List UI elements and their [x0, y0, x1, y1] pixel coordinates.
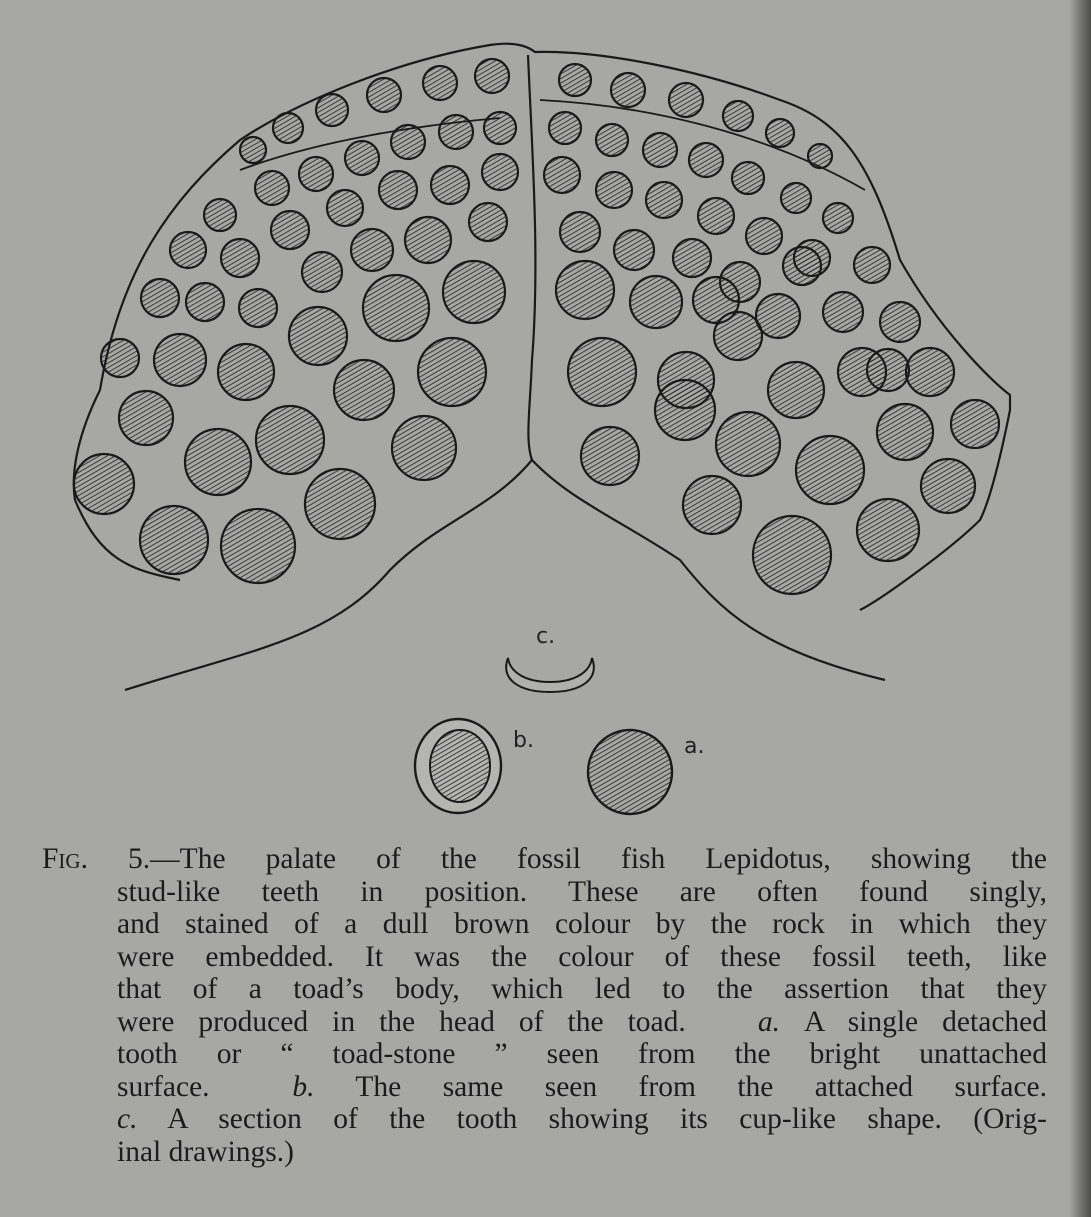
palate-tooth: [753, 516, 831, 594]
palate-tooth: [714, 312, 762, 360]
palate-tooth: [345, 141, 379, 175]
tooth-a: [588, 730, 672, 814]
palate-tooth: [683, 476, 741, 534]
palate-tooth: [423, 66, 457, 100]
palate-tooth: [781, 183, 811, 213]
palate-tooth: [549, 112, 581, 144]
palate-tooth: [221, 239, 259, 277]
palate-tooth: [271, 211, 309, 249]
caption-fig-label: Fig. 5.: [42, 843, 151, 875]
palate-tooth: [783, 247, 821, 285]
palate-tooth: [611, 73, 645, 107]
palate-tooth: [951, 400, 999, 448]
palate-tooth: [204, 199, 236, 231]
palate-tooth: [392, 416, 456, 480]
palate-tooth: [255, 171, 289, 205]
caption-line-3: and stained of a dull brown colour by the rock in which they: [117, 908, 1047, 940]
palate-tooth: [716, 412, 780, 476]
palate-tooth: [581, 427, 639, 485]
palate-tooth: [559, 64, 591, 96]
palate-tooth: [673, 239, 711, 277]
palate-tooth: [367, 78, 401, 112]
palate-tooth: [768, 362, 824, 418]
caption-line-8: surface. b. The same seen from the attached surface.: [117, 1070, 1048, 1103]
palate-tooth: [921, 459, 975, 513]
label-b: b.: [513, 728, 534, 753]
palate-tooth: [723, 101, 753, 131]
palate-tooth: [746, 218, 782, 254]
palate-tooth: [299, 157, 333, 191]
palate-tooth: [838, 348, 886, 396]
palate-tooth: [906, 348, 954, 396]
palate-tooth: [877, 404, 933, 460]
palate-tooth: [140, 506, 208, 574]
caption-ref-b: b.: [292, 1070, 315, 1103]
palate-tooth: [823, 292, 863, 332]
caption-line-5: that of a toad’s body, which led to the assertion that they: [117, 973, 1047, 1005]
palate-tooth: [880, 302, 920, 342]
palate-tooth: [119, 391, 173, 445]
palate-tooth: [544, 157, 580, 193]
palate-tooth: [854, 247, 890, 283]
palate-tooth: [614, 230, 654, 270]
palate-tooth: [273, 113, 303, 143]
caption-line-2: stud-like teeth in position. These are often found singly,: [117, 875, 1047, 908]
palate-tooth: [391, 125, 425, 159]
palate-tooth: [305, 469, 375, 539]
palate-tooth: [316, 94, 348, 126]
palate-tooth: [698, 198, 734, 234]
palate-tooth: [185, 429, 251, 495]
palate-tooth: [469, 203, 507, 241]
tooth-b: [415, 719, 501, 813]
palate-midline: [528, 55, 535, 460]
caption-ref-c: c.: [117, 1103, 138, 1135]
palate-tooth: [363, 275, 429, 341]
caption-line-1: Fig. 5.—The palate of the fossil fish Lepidotus, showing the: [42, 843, 1047, 875]
palate-tooth: [239, 289, 277, 327]
palate-tooth: [154, 334, 206, 386]
palate-tooth: [796, 436, 864, 504]
caption-line-10: inal drawings.): [117, 1135, 294, 1168]
palate-tooth: [443, 261, 505, 323]
palate-tooth: [484, 112, 516, 144]
palate-tooth: [439, 115, 473, 149]
palate-tooth: [655, 380, 715, 440]
palate-tooth: [630, 276, 682, 328]
palate-tooth: [334, 360, 394, 420]
palate-tooth: [643, 133, 677, 167]
palate-tooth: [766, 119, 794, 147]
palate-tooth: [221, 509, 295, 583]
palate-tooth: [669, 83, 703, 117]
palate-tooth: [823, 203, 853, 233]
caption-line-7: tooth or “ toad-stone ” seen from the bright unattached: [117, 1038, 1047, 1070]
caption-line-4: were embedded. It was the colour of these fossil teeth, like: [117, 940, 1047, 973]
palate-tooth: [240, 137, 266, 163]
palate-tooth: [170, 232, 206, 268]
palate-tooth: [302, 252, 342, 292]
palate-tooth: [141, 279, 179, 317]
palate-tooth: [101, 339, 139, 377]
palate-tooth: [186, 283, 224, 321]
tooth-section-c: [506, 658, 594, 692]
palate-tooth: [289, 307, 347, 365]
palate-tooth: [568, 338, 636, 406]
teeth-group: [74, 59, 999, 594]
palate-tooth: [418, 338, 486, 406]
palate-tooth: [327, 190, 363, 226]
figure-caption: [42, 843, 1047, 1168]
palate-tooth: [732, 162, 764, 194]
palate-tooth: [646, 182, 682, 218]
palate-tooth: [482, 154, 518, 190]
palate-tooth: [560, 212, 600, 252]
label-a: a.: [684, 734, 705, 759]
palate-tooth: [689, 143, 723, 177]
palate-tooth: [596, 172, 632, 208]
palate-tooth: [218, 344, 274, 400]
caption-line-9: c. A section of the tooth showing its cup-like shape. (Orig-: [117, 1103, 1047, 1135]
caption-line-6: were produced in the head of the toad. a. A single detached: [117, 1005, 1048, 1038]
palate-tooth: [379, 171, 417, 209]
palate-tooth: [808, 144, 832, 168]
palate-tooth: [556, 261, 614, 319]
palate-tooth: [256, 406, 324, 474]
caption-ref-a: a.: [757, 1005, 780, 1038]
palate-tooth: [475, 59, 509, 93]
palate-tooth: [596, 124, 628, 156]
palate-tooth: [74, 454, 134, 514]
palate-tooth: [857, 499, 919, 561]
palate-tooth: [351, 229, 393, 271]
palate-tooth: [431, 166, 469, 204]
palate-tooth: [405, 217, 451, 263]
label-c: c.: [536, 624, 556, 649]
